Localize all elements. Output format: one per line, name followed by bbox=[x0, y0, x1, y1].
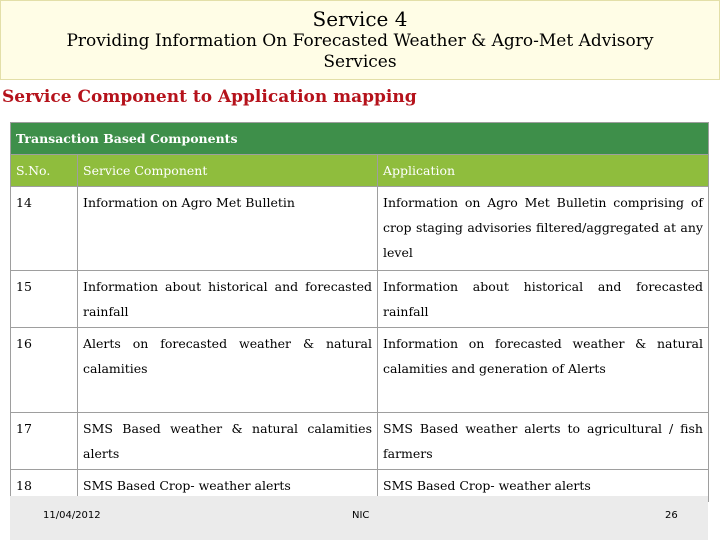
slide-footer bbox=[10, 496, 708, 540]
table-row bbox=[11, 187, 709, 271]
footer-organization: NIC bbox=[352, 510, 370, 521]
slide-title: Service 4 bbox=[312, 7, 408, 31]
cell-sno: 17 bbox=[11, 413, 78, 470]
table-row bbox=[11, 271, 709, 328]
table-row bbox=[11, 413, 709, 470]
cell-component: Information about historical and forecasted rainfall bbox=[78, 271, 378, 328]
footer-page-number: 26 bbox=[665, 510, 678, 521]
slide-title-box bbox=[0, 0, 720, 80]
cell-component: SMS Based weather & natural calamities alerts bbox=[78, 413, 378, 470]
cell-component: SMS Based Crop- weather alerts bbox=[78, 470, 378, 502]
cell-sno: 14 bbox=[11, 187, 78, 271]
column-header-row bbox=[11, 155, 709, 187]
cell-component: Alerts on forecasted weather & natural calamities bbox=[78, 328, 378, 413]
cell-component: Information on Agro Met Bulletin bbox=[78, 187, 378, 271]
cell-sno: 16 bbox=[11, 328, 78, 413]
slide-subtitle: Providing Information On Forecasted Weather & Agro-Met Advisory Services bbox=[66, 31, 654, 72]
footer-date: 11/04/2012 bbox=[43, 510, 101, 521]
cell-application: SMS Based Crop- weather alerts bbox=[378, 470, 709, 502]
cell-sno: 18 bbox=[11, 470, 78, 502]
cell-application: Information about historical and forecasted rainfall bbox=[378, 271, 709, 328]
cell-application: Information on Agro Met Bulletin comprising of crop staging advisories filtered/aggregated at any level bbox=[378, 187, 709, 271]
group-header-row bbox=[11, 123, 709, 155]
component-mapping-table bbox=[10, 122, 709, 502]
column-header-application: Application bbox=[378, 155, 709, 187]
section-heading: Service Component to Application mapping bbox=[2, 87, 417, 107]
cell-application: Information on forecasted weather & natural calamities and generation of Alerts bbox=[378, 328, 709, 413]
cell-application: SMS Based weather alerts to agricultural / fish farmers bbox=[378, 413, 709, 470]
group-header-cell: Transaction Based Components bbox=[11, 123, 709, 155]
cell-sno: 15 bbox=[11, 271, 78, 328]
column-header-sno: S.No. bbox=[11, 155, 78, 187]
column-header-component: Service Component bbox=[78, 155, 378, 187]
table-row bbox=[11, 328, 709, 413]
